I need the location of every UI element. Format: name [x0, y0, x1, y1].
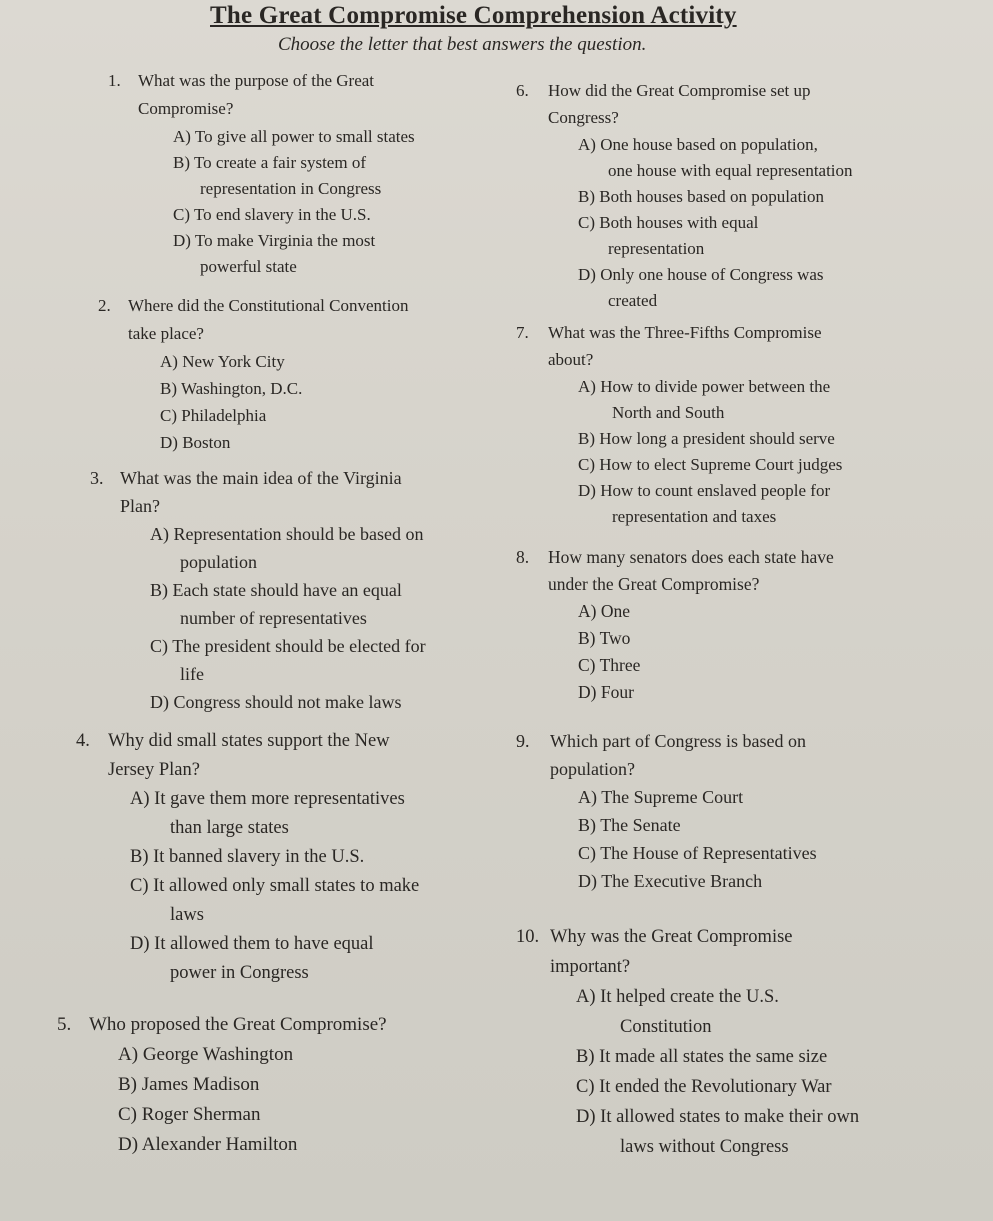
option-text: power in Congress — [170, 963, 309, 983]
answer-option-d — [130, 933, 374, 955]
answer-option-continuation — [200, 256, 297, 278]
answer-option-b — [578, 428, 835, 450]
option-text: It made all states the same size — [599, 1047, 828, 1067]
answer-option-continuation — [180, 663, 204, 685]
answer-option-c — [578, 454, 842, 476]
question-stem-line: Why did small states support the New — [108, 731, 390, 751]
answer-option-d — [160, 432, 230, 454]
option-letter: B) — [578, 187, 595, 206]
question-stem-line: take place? — [128, 324, 204, 343]
question-stem-line: What was the Three-Fifths Compromise — [548, 323, 822, 342]
option-text: Alexander Hamilton — [141, 1134, 298, 1155]
answer-option-a — [160, 351, 285, 373]
option-letter: B) — [150, 580, 168, 600]
answer-option-c — [173, 204, 371, 226]
option-letter: A) — [578, 135, 596, 154]
option-text: New York City — [182, 352, 285, 371]
option-letter: D) — [118, 1134, 139, 1155]
answer-option-a — [578, 786, 743, 808]
answer-option-continuation — [620, 1136, 789, 1158]
question-stem-line: How many senators does each state have — [548, 547, 834, 567]
answer-option-d — [578, 870, 762, 892]
option-letter: D) — [578, 481, 596, 500]
question-stem-line: under the Great Compromise? — [548, 574, 760, 594]
option-letter: D) — [150, 692, 169, 712]
answer-option-b — [578, 627, 630, 649]
option-letter: A) — [578, 601, 597, 621]
option-letter: C) — [578, 455, 595, 474]
option-text: The House of Representatives — [600, 843, 817, 863]
option-text: One — [600, 601, 630, 621]
answer-option-continuation — [180, 607, 367, 629]
answer-option-d — [173, 230, 375, 252]
question-stem-line: Why was the Great Compromise — [550, 927, 793, 947]
question-stem-line: What was the main idea of the Virginia — [120, 468, 402, 488]
answer-option-continuation — [170, 962, 309, 984]
answer-option-c — [576, 1076, 832, 1098]
answer-option-a — [578, 134, 818, 156]
answer-option-d — [578, 264, 824, 286]
page-subtitle: Choose the letter that best answers the question. — [278, 34, 647, 55]
question-number: 5. — [57, 1014, 72, 1035]
option-text: Three — [599, 655, 641, 675]
option-text: Washington, D.C. — [180, 379, 303, 398]
option-text: It gave them more representatives — [154, 789, 405, 809]
option-letter: B) — [578, 628, 596, 648]
question-number: 1. — [108, 71, 121, 90]
option-letter: A) — [160, 352, 178, 371]
answer-option-c — [150, 635, 426, 657]
answer-option-continuation — [612, 506, 776, 528]
option-text: To give all power to small states — [194, 127, 415, 146]
option-text: George Washington — [142, 1044, 294, 1065]
option-text: The Supreme Court — [601, 787, 744, 807]
option-letter: B) — [160, 379, 177, 398]
option-text: Boston — [182, 433, 231, 452]
option-text: representation and taxes — [612, 507, 777, 526]
question-stem-line: about? — [548, 350, 594, 369]
answer-option-b — [130, 846, 364, 868]
option-text: Constitution — [620, 1017, 712, 1037]
question-number: 10. — [516, 927, 540, 947]
answer-option-b — [160, 378, 302, 400]
option-text: It allowed states to make their own — [600, 1107, 860, 1127]
answer-option-c — [578, 212, 758, 234]
option-text: James Madison — [141, 1074, 260, 1095]
question-number: 4. — [76, 731, 90, 751]
question-number: 8. — [516, 547, 530, 567]
option-text: representation in Congress — [200, 179, 382, 198]
option-text: Two — [599, 628, 631, 648]
answer-option-continuation — [608, 160, 853, 182]
option-text: representation — [608, 239, 705, 258]
answer-option-continuation — [608, 238, 704, 260]
option-text: population — [180, 552, 257, 572]
question-stem-line: What was the purpose of the Great — [138, 71, 375, 90]
option-letter: D) — [578, 265, 596, 284]
option-text: Congress should not make laws — [173, 692, 402, 712]
option-letter: C) — [118, 1104, 137, 1125]
option-text: Only one house of Congress was — [600, 265, 824, 284]
answer-option-a — [576, 986, 779, 1008]
page-title: The Great Compromise Comprehension Activity — [210, 2, 737, 29]
option-letter: C) — [150, 636, 168, 656]
question-stem-line: population? — [550, 759, 635, 779]
option-letter: B) — [576, 1047, 595, 1067]
question-number: 6. — [516, 81, 529, 100]
option-text: Philadelphia — [181, 406, 267, 425]
answer-option-continuation — [170, 817, 289, 839]
question-stem-line: Where did the Constitutional Convention — [128, 296, 409, 315]
option-letter: D) — [578, 682, 597, 702]
question-stem-line: Who proposed the Great Compromise? — [89, 1014, 387, 1035]
answer-option-a — [578, 600, 630, 622]
option-letter: A) — [150, 524, 169, 544]
option-text: Four — [600, 682, 634, 702]
answer-option-b — [578, 186, 824, 208]
option-letter: C) — [578, 655, 596, 675]
option-text: How to count enslaved people for — [600, 481, 831, 500]
option-text: It allowed only small states to make — [153, 876, 420, 896]
option-text: laws without Congress — [620, 1137, 789, 1157]
option-letter: C) — [173, 205, 190, 224]
option-text: created — [608, 291, 658, 310]
answer-option-a — [578, 376, 830, 398]
option-letter: D) — [173, 231, 191, 250]
question-number: 2. — [98, 296, 111, 315]
answer-option-b — [173, 152, 366, 174]
question-number: 9. — [516, 731, 530, 751]
option-text: Both houses with equal — [599, 213, 759, 232]
answer-option-b — [150, 579, 402, 601]
answer-option-a — [150, 523, 423, 545]
option-text: Both houses based on population — [599, 187, 825, 206]
option-text: life — [180, 664, 204, 684]
option-text: To make Virginia the most — [194, 231, 376, 250]
option-text: It ended the Revolutionary War — [599, 1077, 832, 1097]
option-text: The Senate — [600, 815, 681, 835]
answer-option-continuation — [200, 178, 381, 200]
option-text: The president should be elected for — [172, 636, 426, 656]
option-letter: A) — [578, 787, 597, 807]
answer-option-c — [130, 875, 419, 897]
answer-option-continuation — [170, 904, 204, 926]
option-text: To end slavery in the U.S. — [193, 205, 371, 224]
question-number: 3. — [90, 468, 104, 488]
option-letter: D) — [576, 1107, 596, 1127]
option-text: Representation should be based on — [173, 524, 424, 544]
option-letter: A) — [578, 377, 596, 396]
answer-option-a — [173, 126, 415, 148]
option-text: How long a president should serve — [599, 429, 835, 448]
option-letter: C) — [578, 843, 596, 863]
option-text: The Executive Branch — [601, 871, 763, 891]
option-text: How to elect Supreme Court judges — [599, 455, 843, 474]
option-text: Roger Sherman — [141, 1104, 261, 1125]
option-text: than large states — [170, 818, 289, 838]
option-text: It banned slavery in the U.S. — [153, 847, 365, 867]
option-letter: B) — [578, 815, 596, 835]
question-stem-line: Compromise? — [138, 99, 234, 118]
question-stem-line: Which part of Congress is based on — [550, 731, 806, 751]
question-stem-line: important? — [550, 957, 631, 977]
answer-option-continuation — [620, 1016, 712, 1038]
question-stem-line: How did the Great Compromise set up — [548, 81, 811, 100]
option-letter: C) — [130, 876, 149, 896]
answer-option-c — [578, 654, 640, 676]
question-stem-line: Plan? — [120, 496, 160, 516]
option-text: one house with equal representation — [608, 161, 853, 180]
answer-option-c — [578, 842, 817, 864]
option-text: number of representatives — [180, 608, 367, 628]
answer-option-d — [578, 480, 830, 502]
answer-option-d — [576, 1106, 859, 1128]
option-letter: B) — [578, 429, 595, 448]
answer-option-b — [118, 1074, 259, 1096]
option-text: laws — [170, 905, 204, 925]
option-letter: A) — [130, 789, 150, 809]
answer-option-a — [118, 1044, 293, 1066]
option-text: North and South — [612, 403, 725, 422]
option-letter: D) — [160, 433, 178, 452]
question-stem-line: Congress? — [548, 108, 619, 127]
answer-option-continuation — [180, 551, 257, 573]
option-letter: B) — [173, 153, 190, 172]
option-text: How to divide power between the — [600, 377, 831, 396]
answer-option-continuation — [608, 290, 657, 312]
answer-option-b — [576, 1046, 827, 1068]
option-text: One house based on population, — [600, 135, 818, 154]
option-letter: C) — [576, 1077, 595, 1097]
answer-option-d — [118, 1134, 297, 1156]
answer-option-d — [578, 681, 634, 703]
answer-option-c — [160, 405, 266, 427]
answer-option-continuation — [612, 402, 724, 424]
question-number: 7. — [516, 323, 529, 342]
answer-option-b — [578, 814, 681, 836]
option-text: It helped create the U.S. — [600, 987, 779, 1007]
option-text: To create a fair system of — [193, 153, 366, 172]
option-letter: D) — [578, 871, 597, 891]
question-stem-line: Jersey Plan? — [108, 760, 200, 780]
answer-option-a — [130, 788, 405, 810]
option-text: Each state should have an equal — [172, 580, 402, 600]
option-text: powerful state — [200, 257, 297, 276]
option-letter: A) — [576, 987, 596, 1007]
option-text: It allowed them to have equal — [154, 934, 374, 954]
option-letter: A) — [118, 1044, 139, 1065]
option-letter: C) — [160, 406, 177, 425]
option-letter: B) — [118, 1074, 137, 1095]
option-letter: A) — [173, 127, 191, 146]
option-letter: C) — [578, 213, 595, 232]
option-letter: D) — [130, 934, 150, 954]
option-letter: B) — [130, 847, 149, 867]
answer-option-c — [118, 1104, 260, 1126]
answer-option-d — [150, 691, 401, 713]
